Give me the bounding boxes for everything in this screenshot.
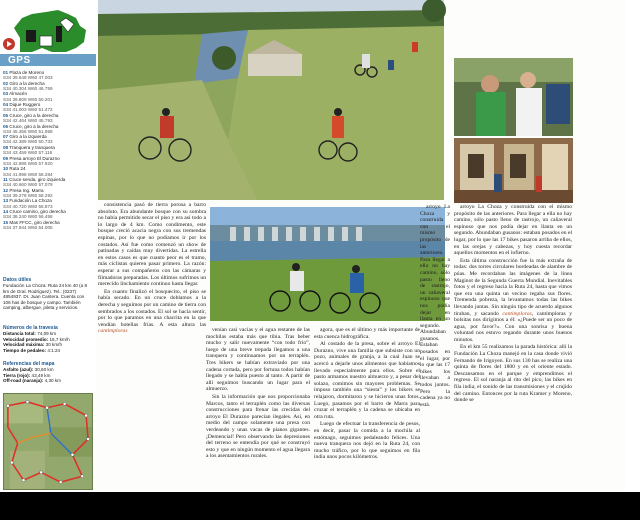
waypoint-name: Plaza de Moreno <box>9 70 45 75</box>
waypoint-coords: S34 42.896 W60 57.920 <box>3 160 53 166</box>
waypoint-number: 11 <box>3 177 8 183</box>
article-column-4 <box>420 204 450 492</box>
col3-paragraph-1: agora, que es el último y más importante de esta cuenca hidrográfica. <box>314 327 420 340</box>
numeros-title: Números de la travesía <box>3 325 58 331</box>
waypoint-number: 13 <box>3 198 9 204</box>
waypoint-item <box>3 134 93 144</box>
route-minimap <box>3 393 93 490</box>
waypoint-number: 08 <box>3 144 9 150</box>
waypoint-item <box>3 209 93 219</box>
numeros-value: 74,09 km <box>37 331 57 337</box>
datos-utiles-block <box>3 275 93 310</box>
referencia-value: 4,30 km <box>44 378 61 384</box>
waypoint-item <box>3 166 93 176</box>
waypoint-item <box>3 81 93 91</box>
numeros-label: Velocidad máxima: <box>3 342 45 348</box>
waypoint-number: 10 <box>3 166 9 172</box>
numeros-label: Tiempo de pedaleo: <box>3 347 47 353</box>
photo-cyclists-dam <box>210 207 445 321</box>
waypoint-item <box>3 145 93 155</box>
waypoint-coords: S34 42.389 W60 50.733 <box>3 139 53 145</box>
waypoint-coords: S34 39.648 W60 47.003 <box>3 75 53 81</box>
numeros-block <box>3 323 93 353</box>
referencia-value: 30,60 km <box>34 367 54 373</box>
waypoint-name: Tranquera y tranquera <box>9 144 55 150</box>
photo-cyclists-canal <box>98 0 444 200</box>
numeros-value: 4:1:24 <box>47 347 61 353</box>
article-column-3 <box>314 327 420 492</box>
waypoint-item <box>3 188 93 198</box>
col5-paragraph-3: En el km 55 realizamos la parada histórica: allí la Fundación La Choza manejó en la casa donde vivió Fernando de Irigoyen. En sus 130 has se realiza una quinta de flores del 1800 y en el oriente estado. Descansamos en el parque y emprendimos el regreso. El sol naranja al rito del pico, las bikes en fila india, el sonido de las transmisiones y el crujido del camino. Entonces por la ruta Kramer y Moreno, donde se <box>454 344 572 404</box>
waypoint-item <box>3 124 93 134</box>
referencias-list <box>3 367 93 383</box>
bottom-black-band <box>0 492 640 520</box>
waypoint-coords: S34 41.998 W60 58.284 <box>3 171 53 177</box>
photo-historic-house <box>454 138 573 203</box>
col5-paragraph-1: arroyo La Choza y construida con el mismo propósito de las anteriores. Para llegar a ella no hay camino, sólo pasto lleno de rastrojo, un cañaveral espinoso que nos podía dejar en llanta en un segundo. Abundaban gusanos: estaban posados en el lugar, por lo que las 17 bikes pasaron arriba de ellos, en las orejas y cabezas, y hoy cuesta recordar aquellos momentos en el infierno. <box>454 204 572 257</box>
referencias-block <box>3 359 93 384</box>
waypoint-name: Presa Ing. Marra <box>9 187 44 193</box>
waypoint-coords: S34 38.240 W60 56.458 <box>3 214 53 220</box>
waypoint-name: Cruce, giro a la derecha <box>9 112 59 118</box>
col3-paragraph-2: Al costado de la presa, sobre el arroyo El Durazno, vive una familia que subsiste con un pozo, animales de granja, a la cual Juan se acercó a dejarle unos alimentos que habíamos llevado especialmente para ellos. Sobre el pasto armamos nuestro almuerzo y, a pesar del solazo, comimos sin mayores problemas. Se impuso también una “siesta” y los bikers se relajaron, dormitaron y se hicieron unas fotos. Luego, pasamos por el barro de Marra para cruzar el terraplén y la cadena se ubicaba en otra ruta. <box>314 341 420 420</box>
referencia-label: Asfalto (azul): <box>3 367 34 373</box>
referencias-title: Referencias del mapa <box>3 361 55 367</box>
waypoint-coords: S34 39.278 W60 58.292 <box>3 192 53 198</box>
waypoint-name: Almacén <box>9 91 28 97</box>
waypoint-coords: S34 40.720 W60 56.873 <box>3 203 53 209</box>
datos-utiles-text: Fundación La Choza: Ruta 24 km 40 (a 8 km de Gral. Rodríguez). Tel.: (0237) 4854937. Dr. Juan Cantera. Cuenta con 106 has de bosque y campo. También camping, albergue, pileta y servicios. <box>3 283 88 311</box>
col1-paragraph-2: En cuanto finalizó el bosquecito, el piso se había secado. En un cruce doblamos a la derecha y seguimos por un camino de tierra con sembrados a los costados. El sol se hacía sentir, por lo que paramos en una chacrita en la que vendían botellas frías. A esta altura las cantimploras <box>98 288 206 335</box>
numeros-value: 16,7 km/h <box>49 336 70 342</box>
waypoint-coords: S34 45.356 W60 51.958 <box>3 128 53 134</box>
waypoint-coords: S34 40.304 W60 46.759 <box>3 85 53 91</box>
waypoint-list <box>3 70 93 231</box>
waypoint-number: 06 <box>3 123 9 129</box>
waypoint-coords: S34 43.459 W60 57.116 <box>3 150 53 156</box>
waypoint-item <box>3 220 93 230</box>
page-right-margin <box>625 0 640 492</box>
waypoint-number: 03 <box>3 91 9 97</box>
waypoint-number: 02 <box>3 80 9 86</box>
waypoint-item <box>3 113 93 123</box>
photo-water-hose <box>454 58 573 136</box>
waypoint-coords: S34 37.944 W60 54.005 <box>3 225 53 231</box>
waypoint-number: 01 <box>3 70 9 75</box>
waypoint-number: 07 <box>3 134 9 140</box>
article-column-2 <box>206 327 310 492</box>
waypoint-coords: S34 40.660 W60 57.079 <box>3 182 53 188</box>
waypoint-name: Cruce senda, giro izquierda <box>9 177 66 183</box>
waypoint-name: Fundación La Choza <box>9 198 52 204</box>
waypoint-number: 05 <box>3 112 9 118</box>
waypoint-coords: S34 42.464 W60 45.793 <box>3 118 53 124</box>
waypoint-item <box>3 102 93 112</box>
waypoint-number: 12 <box>3 187 9 193</box>
waypoint-item <box>3 70 93 80</box>
waypoint-number: 15 <box>3 219 9 225</box>
referencia-value: 43,49 km <box>31 372 51 378</box>
waypoint-number: 04 <box>3 102 9 108</box>
numeros-label: Distancia total: <box>3 331 36 337</box>
col2-paragraph-1: venían casi vacías y el agua restante de las mochilas estaba más que tibia. Tras beber mucho y salir nuevamente “con todo frío”, luego de una breve trepada llegamos a una tranquera y continuamos por un terraplén. Tres bikers se habían extraviado por una cadena cortada, pero por fortuna todos habían llegado y se había puesto al tanto. A partir de allí seguimos buscando un lugar para el almuerzo. <box>206 327 310 393</box>
col5-paragraph-2: Esta última construcción fue la más extraña de todas: dos torres circulares bordeadas de alambre de púas. Me recordaban las imágenes de la línea Maginot de la Segunda Guerra Mundial. Inevitables fotos y el regreso hacia la Ruta 24, hasta que vimos que era una quinta un vecino regaba sus flores. Tremenda pobreza, la levantamos todas las bikes llevando juntas. Sin ningún tipo de acuerdo algunos tiraban, y sacando cantimploras, cantimploras y bolsitas nos dirigimos a él: «¿Puede ser un poco de agua, por favor?». Con una sonrisa y buena voluntad nos estuvo regando durante unos buenos minutos. <box>454 257 572 343</box>
waypoint-name: Ruta 24 <box>9 166 26 172</box>
col1-paragraph-1: consistencia pasó de tierra porosa a barro absoluto. Era abundante bosque con su sombra no había permitido secar el piso y era así todo a lo largo de 4 km. Como condimento, este bosque creció acacia negra con sus tremendas espinas, por lo que no podíamos ir por los costados. Así fue como comenzó un show de patinadas y caídas muy divertidas. La estrella en estos casos es que cuanto peor es el tramo, más ciclistas quieren pasar primero. La razón: esperar a sus compañeros con las cámaras y filmadoras preparadas. Los últimos sufrimos un merecido linchamiento continuo hasta llegar. <box>98 202 206 288</box>
waypoint-name: Giro a la izquierda <box>9 134 47 140</box>
numeros-label: Velocidad promedio: <box>3 336 49 342</box>
numeros-item <box>3 348 93 353</box>
waypoint-name: Cruce camino, giro derecha <box>9 209 66 215</box>
col3-paragraph-3: Luego de efectuar la transferencia de pesos, en decir, pasar la comida a la mochila al estómago, seguimos pedaleando felices. Una nueva tranquera nos dejó en la Ruta 24, con mucho tráfico, por lo que seguimos en fila india unos pocos kilómetros. <box>314 421 420 461</box>
waypoint-item <box>3 198 93 208</box>
gps-sidebar <box>0 0 96 492</box>
waypoint-coords: S34 39.809 W60 50.201 <box>3 96 53 102</box>
article-column-1 <box>98 202 206 335</box>
waypoint-coords: S34 41.003 W60 51.472 <box>3 107 53 113</box>
waypoint-item <box>3 177 93 187</box>
waypoint-name: Dique Ruggero <box>9 102 41 108</box>
referencia-item <box>3 378 93 383</box>
referencia-label: Off-road (naranja): <box>3 378 44 384</box>
waypoint-number: 09 <box>3 155 9 161</box>
datos-utiles-title: Datos útiles <box>3 277 32 283</box>
col2-paragraph-2: Sin la información que nos proporcionaba Marcos, tanto el terraplén como las diversas construcciones para frenar las crecidas del arroyo El Durazno parecían ilegales. Así, en medio del campo solamente una presa con verdeando y unas vacas de pianos gigantes. ¡Demencial! Pero observando las depresiones del terreno se entendía por qué se construyó esto y que en ningún momento el agua llegara a los asentamientos rurales. <box>206 393 310 460</box>
waypoint-name: Mas FFCC, giro derecha <box>9 219 60 225</box>
waypoint-name: Presa arroyo El Durazno <box>9 155 60 161</box>
numeros-value: 30 km/h <box>45 342 62 348</box>
gps-label: GPS <box>8 55 31 66</box>
col4-paragraph-1: arroyo La Choza y construida con el mismo propósito de las anteriores. Para llegar a ella no hay camino, sólo pasto lleno de rastrojo, un cañaveral espinoso que nos podía dejar en llanta en un segundo. Abundaban gusanos. Estaban posados en el lugar, por lo que las 17 bikes los llevaban a todos juntos. Pero la cadena ya no está. <box>420 204 450 408</box>
numeros-list <box>3 331 93 353</box>
waypoint-number: 14 <box>3 209 9 215</box>
waypoint-name: Cruce, giro a la derecha <box>9 123 59 129</box>
waypoint-item <box>3 91 93 101</box>
waypoint-item <box>3 156 93 166</box>
magazine-logo <box>2 8 92 56</box>
referencia-label: Tierra (rojo): <box>3 372 31 378</box>
waypoint-name: Giro a la derecha <box>9 80 45 86</box>
article-column-5 <box>454 204 572 492</box>
